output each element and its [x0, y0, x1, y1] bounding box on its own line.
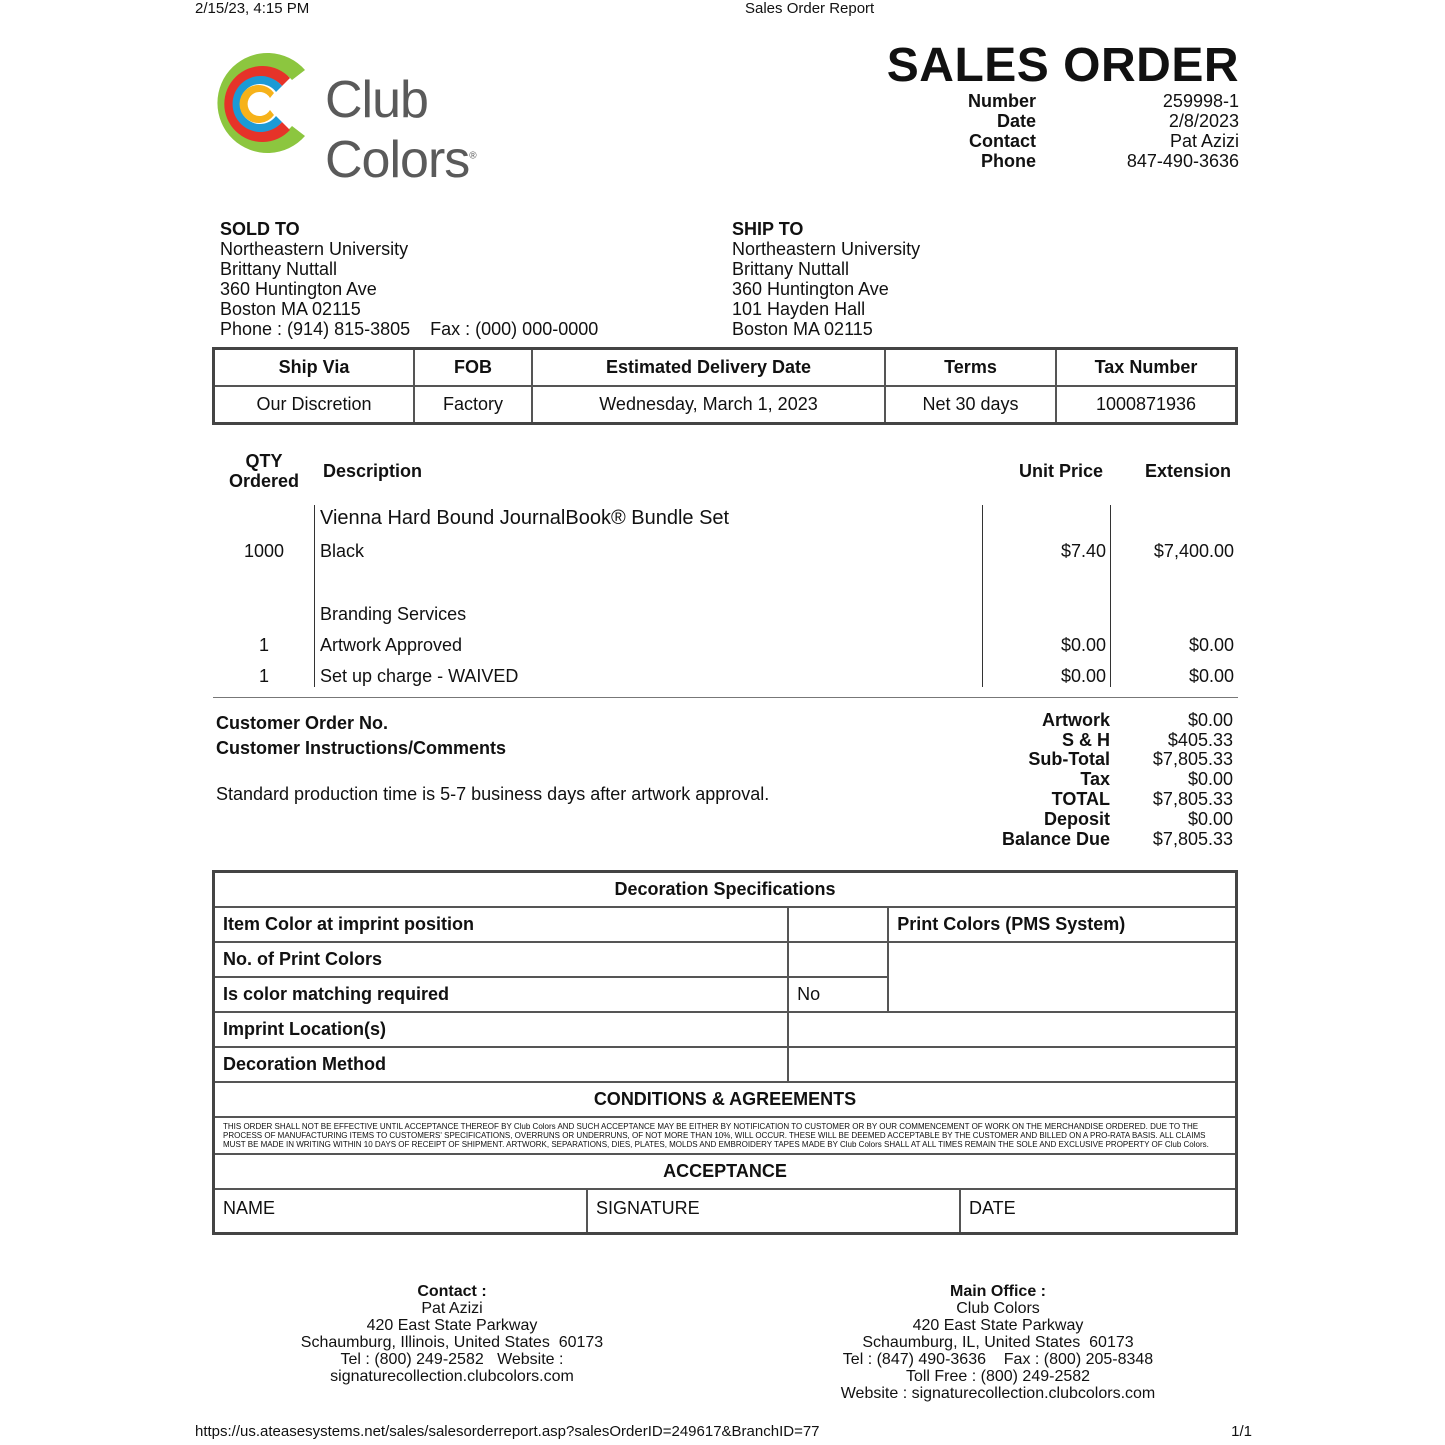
footer-contact-line: Schaumburg, Illinois, United States 60173: [300, 1334, 604, 1351]
order-date: 2/8/2023: [1168, 111, 1239, 131]
terms-value: Net 30 days: [885, 386, 1056, 424]
print-datetime: 2/15/23, 4:15 PM: [195, 0, 310, 17]
footer-contact-line: signaturecollection.clubcolors.com: [330, 1368, 574, 1385]
line-description: Set up charge - WAIVED: [320, 666, 519, 686]
line-description: Black: [320, 541, 365, 561]
decoration-method-label: Decoration Method: [214, 1047, 789, 1082]
ship-via-value: Our Discretion: [214, 386, 415, 424]
line-extension: $7,400.00: [1153, 541, 1234, 561]
logo-swirl-icon: [210, 48, 320, 158]
ship-to-line: 360 Huntington Ave: [732, 279, 889, 299]
footer-contact-line: 420 East State Parkway: [366, 1317, 538, 1334]
qty-header-line2: Ordered: [228, 471, 300, 491]
footer-contact: [252, 1283, 652, 1385]
tax-number-header: Tax Number: [1056, 349, 1237, 387]
total-value: $7,805.33: [1152, 789, 1233, 809]
item-color-value: [788, 907, 888, 942]
footer-office-line: 420 East State Parkway: [912, 1317, 1084, 1334]
footer-office-line: Schaumburg, IL, United States 60173: [862, 1334, 1134, 1351]
sales-order-title: SALES ORDER: [886, 39, 1239, 92]
acceptance-row: [215, 1190, 1235, 1232]
date-label: Date: [996, 111, 1036, 131]
num-print-colors-label: No. of Print Colors: [214, 942, 789, 977]
color-match-value: No: [788, 977, 888, 1012]
ship-to-heading: SHIP TO: [732, 219, 804, 239]
delivery-date-value: Wednesday, March 1, 2023: [532, 386, 885, 424]
column-divider: [982, 505, 983, 687]
ship-to-line: Boston MA 02115: [732, 319, 873, 339]
sh-value: $405.33: [1167, 730, 1233, 750]
print-title: Sales Order Report: [745, 0, 875, 17]
deposit-value: $0.00: [1187, 809, 1233, 829]
sold-to-line: Northeastern University: [220, 239, 409, 259]
customer-instructions-label: Customer Instructions/Comments: [216, 738, 507, 758]
line-qty: 1000: [243, 541, 285, 561]
order-number: 259998-1: [1162, 91, 1239, 111]
decoration-title: Decoration Specifications: [214, 872, 1237, 908]
line-qty: 1: [258, 635, 269, 655]
balance-due-label: Balance Due: [1001, 829, 1110, 849]
line-extension: $0.00: [1188, 666, 1234, 686]
signature-field: SIGNATURE: [587, 1190, 960, 1232]
conditions-title: CONDITIONS & AGREEMENTS: [214, 1082, 1237, 1117]
delivery-date-header: Estimated Delivery Date: [532, 349, 885, 387]
num-print-colors-value: [788, 942, 888, 977]
product-title: Vienna Hard Bound JournalBook® Bundle Set: [320, 507, 730, 529]
terms-header: Terms: [885, 349, 1056, 387]
shipping-table: [212, 347, 1238, 425]
order-phone: 847-490-3636: [1126, 151, 1239, 171]
deposit-label: Deposit: [1043, 809, 1110, 829]
footer-office-line: Website : signaturecollection.clubcolors.com: [840, 1385, 1156, 1402]
order-contact: Pat Azizi: [1169, 131, 1239, 151]
balance-due-value: $7,805.33: [1152, 829, 1233, 849]
total-label: TOTAL: [1051, 789, 1110, 809]
sold-to-line: Boston MA 02115: [220, 299, 361, 319]
qty-header: [224, 451, 304, 491]
customer-comment: Standard production time is 5-7 business days after artwork approval.: [216, 784, 770, 804]
sold-to-block: [220, 219, 598, 339]
ship-to-line: Northeastern University: [732, 239, 921, 259]
footer-office-line: Tel : (847) 490-3636 Fax : (800) 205-8348: [842, 1351, 1154, 1368]
line-description: Artwork Approved: [320, 635, 463, 655]
item-color-label: Item Color at imprint position: [214, 907, 789, 942]
footer-contact-line: Pat Azizi: [421, 1300, 483, 1317]
footer-main-office: [798, 1283, 1198, 1402]
customer-order-label: Customer Order No.: [216, 713, 389, 733]
name-field: NAME: [215, 1190, 587, 1232]
fob-header: FOB: [414, 349, 532, 387]
subtotal-label: Sub-Total: [1028, 749, 1110, 769]
footer-contact-heading: Contact :: [417, 1283, 487, 1300]
tax-label: Tax: [1080, 769, 1110, 789]
sh-label: S & H: [1061, 730, 1110, 750]
acceptance-title: ACCEPTANCE: [214, 1154, 1237, 1189]
print-colors-value: [888, 942, 1236, 1012]
tax-number-value: 1000871936: [1056, 386, 1237, 424]
number-label: Number: [967, 91, 1036, 111]
items-divider: [213, 697, 1238, 698]
contact-label: Contact: [969, 131, 1036, 151]
sold-to-heading: SOLD TO: [220, 219, 300, 239]
line-extension: $0.00: [1188, 635, 1234, 655]
club-colors-logo: [210, 48, 590, 189]
footer-contact-line: Tel : (800) 249-2582 Website :: [340, 1351, 564, 1368]
line-unit-price: $7.40: [1060, 541, 1106, 561]
description-header: Description: [323, 461, 423, 481]
footer-office-line: Club Colors: [956, 1300, 1040, 1317]
sold-to-line: 360 Huntington Ave: [220, 279, 377, 299]
print-page-number: 1/1: [1231, 1423, 1252, 1440]
date-field: DATE: [969, 1198, 1016, 1218]
footer-office-line: Toll Free : (800) 249-2582: [905, 1368, 1091, 1385]
tax-value: $0.00: [1187, 769, 1233, 789]
section-title: Branding Services: [320, 604, 467, 624]
registered-mark: ®: [469, 150, 476, 162]
footer-office-heading: Main Office :: [949, 1283, 1046, 1300]
artwork-value: $0.00: [1187, 710, 1233, 730]
imprint-location-value: [788, 1012, 1236, 1047]
print-url: https://us.ateasesystems.net/sales/salesorderreport.asp?salesOrderID=249617&BranchID=77: [195, 1423, 820, 1440]
sold-to-line: Phone : (914) 815-3805 Fax : (000) 000-0000: [220, 319, 599, 339]
ship-via-header: Ship Via: [214, 349, 415, 387]
extension-header: Extension: [1144, 461, 1231, 481]
color-match-label: Is color matching required: [214, 977, 789, 1012]
conditions-text: THIS ORDER SHALL NOT BE EFFECTIVE UNTIL ACCEPTANCE THEREOF BY Club Colors AND SUCH ACCEPTANCE MAY BE EITHER BY NOTIFICATION TO CUSTOMER OR BY OUR COMMENCEMENT OF WORK ON THE MERCHANDISE ORDERED. DUE TO THE PROCESS OF MANUFACTURING ITEMS TO CUSTOMERS' SPECIFICATIONS, OVERRUNS OR UNDERRUNS, OF NOT MORE THAN 10%, WILL OCCUR. THESE WILL BE DEEMED ACCEPTABLE BY THE CUSTOMER AND BILLED ON A PRO-RATA BASIS. ALL CLAIMS MUST BE MADE IN WRITING WITHIN 10 DAYS OF RECEIPT OF SHIPMENT. ARTWORK, SEPARATIONS, DIES, PLATES, MOLDS AND EMBROIDERY TAPES MADE BY Club Colors SHALL AT ALL TIMES REMAIN THE SOLE AND EXCLUSIVE PROPERTY OF Club Colors.: [214, 1117, 1237, 1154]
print-colors-label: Print Colors (PMS System): [888, 907, 1236, 942]
logo-wordmark: Club Colors: [325, 71, 470, 189]
column-divider: [1110, 505, 1111, 687]
sold-to-line: Brittany Nuttall: [220, 259, 338, 279]
line-unit-price: $0.00: [1060, 666, 1106, 686]
ship-to-line: 101 Hayden Hall: [732, 299, 866, 319]
column-divider: [314, 505, 315, 687]
line-unit-price: $0.00: [1060, 635, 1106, 655]
phone-label: Phone: [980, 151, 1036, 171]
line-qty: 1: [258, 666, 269, 686]
decoration-table: [212, 870, 1238, 1235]
ship-to-block: [732, 219, 920, 339]
qty-header-line1: QTY: [245, 451, 283, 471]
artwork-label: Artwork: [1041, 710, 1110, 730]
fob-value: Factory: [414, 386, 532, 424]
decoration-method-value: [788, 1047, 1236, 1082]
ship-to-line: Brittany Nuttall: [732, 259, 850, 279]
imprint-location-label: Imprint Location(s): [214, 1012, 789, 1047]
unit-price-header: Unit Price: [1018, 461, 1103, 481]
subtotal-value: $7,805.33: [1152, 749, 1233, 769]
